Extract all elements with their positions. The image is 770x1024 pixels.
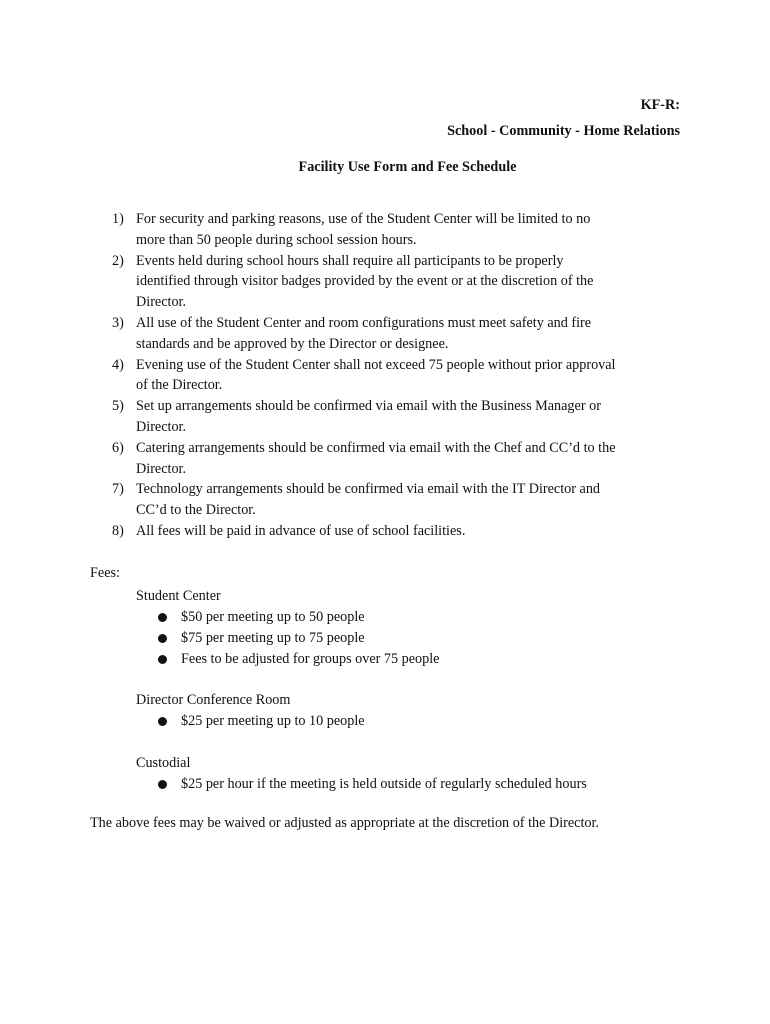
rule-item: [112, 521, 682, 542]
rule-number: 5): [112, 398, 124, 415]
bullet-icon: [158, 655, 167, 664]
fee-item: [158, 711, 365, 732]
section-heading: Director Conference Room: [136, 692, 291, 708]
rule-text: All fees will be paid in advance of use of school facilities.: [136, 522, 466, 539]
rule-text: Set up arrangements should be confirmed via email with the Business Manager or Director.: [136, 398, 601, 435]
fee-text: $75 per meeting up to 75 people: [181, 630, 365, 646]
section-heading: Student Center: [136, 588, 221, 604]
rule-number: 6): [112, 439, 124, 456]
fee-text: $25 per meeting up to 10 people: [181, 713, 365, 729]
bullet-icon: [158, 634, 167, 643]
fee-item: [158, 649, 439, 670]
rule-item: [112, 313, 682, 355]
fee-list: [136, 774, 587, 795]
bullet-icon: [158, 613, 167, 622]
rules-list: [112, 209, 682, 542]
rule-item: [112, 251, 682, 313]
fee-text: Fees to be adjusted for groups over 75 people: [181, 651, 440, 667]
rule-item: [112, 396, 682, 438]
custodial-fees: [136, 753, 587, 795]
rule-text: Events held during school hours shall require all participants to be properly identified through visitor badges provided by the event or at the discretion of the Director.: [136, 252, 594, 311]
form-title: Facility Use Form and Fee Schedule: [298, 159, 517, 175]
fee-item: [158, 774, 587, 795]
fees-label: Fees:: [90, 565, 120, 581]
rule-number: 8): [112, 522, 124, 539]
rule-item: [112, 355, 682, 397]
fee-text: $50 per meeting up to 50 people: [181, 609, 365, 625]
rule-number: 2): [112, 252, 124, 269]
rule-number: 4): [112, 356, 124, 373]
rule-item: [112, 438, 682, 480]
footer-note: The above fees may be waived or adjusted as appropriate at the discretion of the Director.: [90, 815, 599, 831]
policy-category: School - Community - Home Relations: [447, 123, 680, 139]
rule-text: Technology arrangements should be confirmed via email with the IT Director and CC’d to the Director.: [136, 481, 601, 519]
rule-text: For security and parking reasons, use of the Student Center will be limited to no more than 50 people during school session hours.: [136, 211, 591, 248]
header: [447, 92, 680, 144]
fee-text: $25 per hour if the meeting is held outside of regularly scheduled hours: [181, 776, 587, 792]
rule-text: Catering arrangements should be confirmed via email with the Chef and CC’d to the Director.: [136, 439, 616, 477]
student-center-fees: [136, 586, 439, 670]
rule-item: [112, 479, 682, 521]
conference-room-fees: [136, 690, 365, 732]
rule-text: All use of the Student Center and room configurations must meet safety and fire standards and be approved by the Director or designee.: [136, 314, 592, 352]
fee-list: [136, 711, 365, 732]
rule-number: 7): [112, 481, 124, 498]
section-heading: Custodial: [136, 755, 191, 771]
bullet-icon: [158, 780, 167, 789]
rule-number: 1): [112, 211, 124, 227]
rule-text: Evening use of the Student Center shall not exceed 75 people without prior approval of the Director.: [136, 356, 616, 394]
policy-code: KF-R:: [640, 97, 680, 113]
bullet-icon: [158, 717, 167, 726]
rule-item: [112, 209, 682, 251]
fee-list: [136, 607, 439, 670]
fee-item: [158, 628, 439, 649]
fee-item: [158, 607, 439, 628]
rule-number: 3): [112, 314, 124, 331]
